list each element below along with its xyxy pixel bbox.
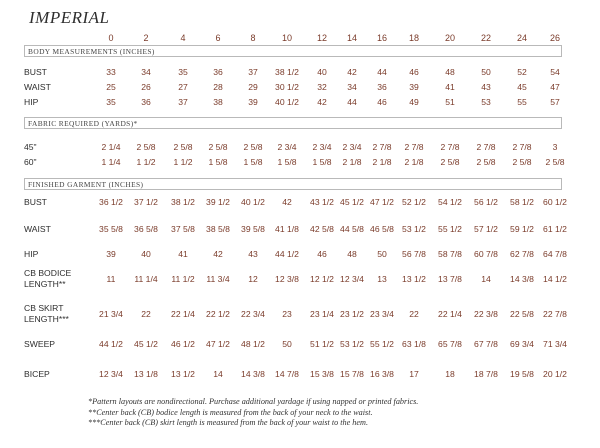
table-cell: 2 5/8 xyxy=(512,157,532,167)
table-cell: 1 1/4 xyxy=(101,157,121,167)
table-cell: 40 xyxy=(141,249,151,259)
table-cell: 23 3/4 xyxy=(370,309,394,319)
table-cell: 48 xyxy=(347,249,357,259)
size-header-cell: 0 xyxy=(108,33,114,43)
section-header: FABRIC REQUIRED (YARDS)* xyxy=(24,117,562,129)
table-cell: 2 1/4 xyxy=(101,142,121,152)
table-cell: 22 7/8 xyxy=(543,309,567,319)
section-header: BODY MEASUREMENTS (INCHES) xyxy=(24,45,562,57)
table-cell: 56 7/8 xyxy=(402,249,426,259)
size-header-cell: 22 xyxy=(480,33,492,43)
table-cell: 64 7/8 xyxy=(543,249,567,259)
table-cell: 2 1/8 xyxy=(342,157,362,167)
table-cell: 20 1/2 xyxy=(543,369,567,379)
table-cell: 13 1/2 xyxy=(402,274,426,284)
table-cell: 36 xyxy=(213,67,223,77)
table-cell: 56 1/2 xyxy=(474,197,498,207)
row-label: HIP xyxy=(24,97,39,107)
section-header: FINISHED GARMENT (INCHES) xyxy=(24,178,562,190)
table-cell: 11 1/4 xyxy=(134,274,158,284)
size-header-cell: 6 xyxy=(215,33,221,43)
table-cell: 2 7/8 xyxy=(440,142,460,152)
row-label: HIP xyxy=(24,249,39,259)
table-cell: 40 xyxy=(317,67,327,77)
size-header-cell: 16 xyxy=(376,33,388,43)
table-cell: 2 5/8 xyxy=(545,157,565,167)
table-cell: 37 1/2 xyxy=(134,197,158,207)
table-cell: 19 5/8 xyxy=(510,369,534,379)
table-cell: 34 xyxy=(347,82,357,92)
table-cell: 18 7/8 xyxy=(474,369,498,379)
table-cell: 22 1/4 xyxy=(171,309,195,319)
table-cell: 27 xyxy=(178,82,188,92)
table-cell: 55 1/2 xyxy=(370,339,394,349)
table-cell: 47 1/2 xyxy=(206,339,230,349)
table-cell: 22 xyxy=(141,309,151,319)
table-cell: 36 xyxy=(377,82,387,92)
size-header-cell: 12 xyxy=(316,33,328,43)
table-cell: 14 1/2 xyxy=(543,274,567,284)
table-cell: 53 1/2 xyxy=(402,224,426,234)
table-cell: 39 xyxy=(106,249,116,259)
table-cell: 42 xyxy=(317,97,327,107)
table-cell: 18 xyxy=(445,369,455,379)
table-cell: 38 1/2 xyxy=(275,67,299,77)
table-cell: 62 7/8 xyxy=(510,249,534,259)
table-cell: 12 3/4 xyxy=(99,369,123,379)
table-cell: 55 xyxy=(517,97,527,107)
table-cell: 41 xyxy=(445,82,455,92)
table-cell: 12 1/2 xyxy=(310,274,334,284)
table-cell: 3 xyxy=(552,142,558,152)
row-label: CB SKIRT LENGTH*** xyxy=(24,303,69,324)
table-cell: 36 xyxy=(141,97,151,107)
table-cell: 50 xyxy=(481,67,491,77)
table-cell: 11 3/4 xyxy=(206,274,230,284)
chart-title: IMPERIAL xyxy=(29,8,110,27)
size-header-cell: 18 xyxy=(408,33,420,43)
table-cell: 2 7/8 xyxy=(372,142,392,152)
table-cell: 55 1/2 xyxy=(438,224,462,234)
table-cell: 26 xyxy=(141,82,151,92)
table-cell: 44 5/8 xyxy=(340,224,364,234)
table-cell: 2 5/8 xyxy=(476,157,496,167)
size-header-cell: 24 xyxy=(516,33,528,43)
table-cell: 54 1/2 xyxy=(438,197,462,207)
table-cell: 2 1/8 xyxy=(372,157,392,167)
table-cell: 22 3/8 xyxy=(474,309,498,319)
table-cell: 12 3/8 xyxy=(275,274,299,284)
table-cell: 36 5/8 xyxy=(134,224,158,234)
footnotes xyxy=(88,397,418,429)
table-cell: 65 7/8 xyxy=(438,339,462,349)
table-cell: 38 xyxy=(213,97,223,107)
table-cell: 23 1/4 xyxy=(310,309,334,319)
table-cell: 63 1/8 xyxy=(402,339,426,349)
size-header-cell: 14 xyxy=(346,33,358,43)
table-cell: 50 xyxy=(282,339,292,349)
table-cell: 13 1/8 xyxy=(134,369,158,379)
table-cell: 42 xyxy=(282,197,292,207)
table-cell: 2 5/8 xyxy=(208,142,228,152)
table-cell: 22 5/8 xyxy=(510,309,534,319)
table-cell: 2 3/4 xyxy=(342,142,362,152)
table-cell: 2 7/8 xyxy=(476,142,496,152)
table-cell: 35 xyxy=(178,67,188,77)
row-label: WAIST xyxy=(24,82,51,92)
table-cell: 35 xyxy=(106,97,116,107)
table-cell: 30 1/2 xyxy=(275,82,299,92)
table-cell: 29 xyxy=(248,82,258,92)
table-cell: 40 1/2 xyxy=(241,197,265,207)
table-cell: 2 1/8 xyxy=(404,157,424,167)
table-cell: 36 1/2 xyxy=(99,197,123,207)
table-cell: 17 xyxy=(409,369,419,379)
row-label: BUST xyxy=(24,67,47,77)
table-cell: 44 xyxy=(347,97,357,107)
table-cell: 71 3/4 xyxy=(543,339,567,349)
table-cell: 52 xyxy=(517,67,527,77)
table-cell: 46 xyxy=(317,249,327,259)
table-cell: 37 xyxy=(248,67,258,77)
table-cell: 45 1/2 xyxy=(134,339,158,349)
size-header-cell: 10 xyxy=(281,33,293,43)
table-cell: 14 3/8 xyxy=(510,274,534,284)
table-cell: 50 xyxy=(377,249,387,259)
table-cell: 51 1/2 xyxy=(310,339,334,349)
table-cell: 22 3/4 xyxy=(241,309,265,319)
table-cell: 48 xyxy=(445,67,455,77)
size-header-cell: 2 xyxy=(143,33,149,43)
table-cell: 1 5/8 xyxy=(312,157,332,167)
table-cell: 43 xyxy=(481,82,491,92)
footnote-bodice: **Center back (CB) bodice length is measured from the back of your neck to the waist. xyxy=(88,407,373,417)
table-cell: 39 1/2 xyxy=(206,197,230,207)
table-cell: 15 7/8 xyxy=(340,369,364,379)
table-cell: 13 1/2 xyxy=(171,369,195,379)
table-cell: 58 7/8 xyxy=(438,249,462,259)
table-cell: 21 3/4 xyxy=(99,309,123,319)
footnote-skirt: ***Center back (CB) skirt length is measured from the back of your waist to the hem. xyxy=(88,418,368,427)
table-cell: 57 xyxy=(550,97,560,107)
row-label: WAIST xyxy=(24,224,51,234)
table-cell: 23 1/2 xyxy=(340,309,364,319)
table-cell: 2 7/8 xyxy=(404,142,424,152)
table-cell: 53 1/2 xyxy=(340,339,364,349)
table-cell: 28 xyxy=(213,82,223,92)
table-cell: 15 3/8 xyxy=(310,369,334,379)
table-cell: 44 1/2 xyxy=(99,339,123,349)
table-cell: 42 xyxy=(213,249,223,259)
table-cell: 14 3/8 xyxy=(241,369,265,379)
table-cell: 58 1/2 xyxy=(510,197,534,207)
table-cell: 2 3/4 xyxy=(277,142,297,152)
table-cell: 53 xyxy=(481,97,491,107)
row-label: 45" xyxy=(24,142,37,152)
table-cell: 1 1/2 xyxy=(136,157,156,167)
table-cell: 39 xyxy=(409,82,419,92)
table-cell: 32 xyxy=(317,82,327,92)
table-cell: 22 xyxy=(409,309,419,319)
table-cell: 69 3/4 xyxy=(510,339,534,349)
table-cell: 40 1/2 xyxy=(275,97,299,107)
table-cell: 59 1/2 xyxy=(510,224,534,234)
table-cell: 54 xyxy=(550,67,560,77)
size-header-cell: 8 xyxy=(250,33,256,43)
table-cell: 47 1/2 xyxy=(370,197,394,207)
table-cell: 12 3/4 xyxy=(340,274,364,284)
row-label: BUST xyxy=(24,197,47,207)
table-cell: 38 5/8 xyxy=(206,224,230,234)
table-cell: 37 xyxy=(178,97,188,107)
table-cell: 41 xyxy=(178,249,188,259)
row-label: BICEP xyxy=(24,369,50,379)
table-cell: 57 1/2 xyxy=(474,224,498,234)
table-cell: 41 1/8 xyxy=(275,224,299,234)
table-cell: 2 5/8 xyxy=(136,142,156,152)
table-cell: 1 5/8 xyxy=(208,157,228,167)
table-cell: 60 1/2 xyxy=(543,197,567,207)
table-cell: 67 7/8 xyxy=(474,339,498,349)
table-cell: 2 5/8 xyxy=(243,142,263,152)
table-cell: 43 xyxy=(248,249,258,259)
table-cell: 11 xyxy=(106,274,116,284)
table-cell: 45 xyxy=(517,82,527,92)
table-cell: 48 1/2 xyxy=(241,339,265,349)
table-cell: 33 xyxy=(106,67,116,77)
size-header-cell: 20 xyxy=(444,33,456,43)
table-cell: 1 5/8 xyxy=(243,157,263,167)
table-cell: 22 1/2 xyxy=(206,309,230,319)
table-cell: 16 3/8 xyxy=(370,369,394,379)
table-cell: 51 xyxy=(445,97,455,107)
table-cell: 13 xyxy=(377,274,387,284)
table-cell: 23 xyxy=(282,309,292,319)
table-cell: 43 1/2 xyxy=(310,197,334,207)
table-cell: 46 5/8 xyxy=(370,224,394,234)
table-cell: 61 1/2 xyxy=(543,224,567,234)
row-label: 60" xyxy=(24,157,37,167)
table-cell: 11 1/2 xyxy=(171,274,195,284)
table-cell: 45 1/2 xyxy=(340,197,364,207)
table-cell: 22 1/4 xyxy=(438,309,462,319)
table-cell: 25 xyxy=(106,82,116,92)
table-cell: 47 xyxy=(550,82,560,92)
size-header-cell: 26 xyxy=(549,33,561,43)
table-cell: 44 xyxy=(377,67,387,77)
table-cell: 46 xyxy=(377,97,387,107)
table-cell: 2 5/8 xyxy=(173,142,193,152)
table-cell: 39 5/8 xyxy=(241,224,265,234)
table-cell: 2 3/4 xyxy=(312,142,332,152)
table-cell: 12 xyxy=(248,274,258,284)
table-cell: 14 xyxy=(213,369,223,379)
table-cell: 42 xyxy=(347,67,357,77)
row-label: SWEEP xyxy=(24,339,56,349)
table-cell: 46 1/2 xyxy=(171,339,195,349)
table-cell: 44 1/2 xyxy=(275,249,299,259)
footnote-fabric: *Pattern layouts are nondirectional. Purchase additional yardage if using napped or printed fabrics. xyxy=(88,397,419,406)
table-cell: 14 7/8 xyxy=(275,369,299,379)
table-cell: 1 1/2 xyxy=(173,157,193,167)
table-cell: 42 5/8 xyxy=(310,224,334,234)
table-cell: 46 xyxy=(409,67,419,77)
table-cell: 52 1/2 xyxy=(402,197,426,207)
row-label: CB BODICE LENGTH** xyxy=(24,268,72,289)
size-header-cell: 4 xyxy=(180,33,186,43)
table-cell: 60 7/8 xyxy=(474,249,498,259)
table-cell: 14 xyxy=(481,274,491,284)
table-cell: 1 5/8 xyxy=(277,157,297,167)
table-cell: 37 5/8 xyxy=(171,224,195,234)
table-cell: 49 xyxy=(409,97,419,107)
table-cell: 35 5/8 xyxy=(99,224,123,234)
table-cell: 38 1/2 xyxy=(171,197,195,207)
table-cell: 39 xyxy=(248,97,258,107)
table-cell: 2 7/8 xyxy=(512,142,532,152)
table-cell: 13 7/8 xyxy=(438,274,462,284)
table-cell: 34 xyxy=(141,67,151,77)
table-cell: 2 5/8 xyxy=(440,157,460,167)
